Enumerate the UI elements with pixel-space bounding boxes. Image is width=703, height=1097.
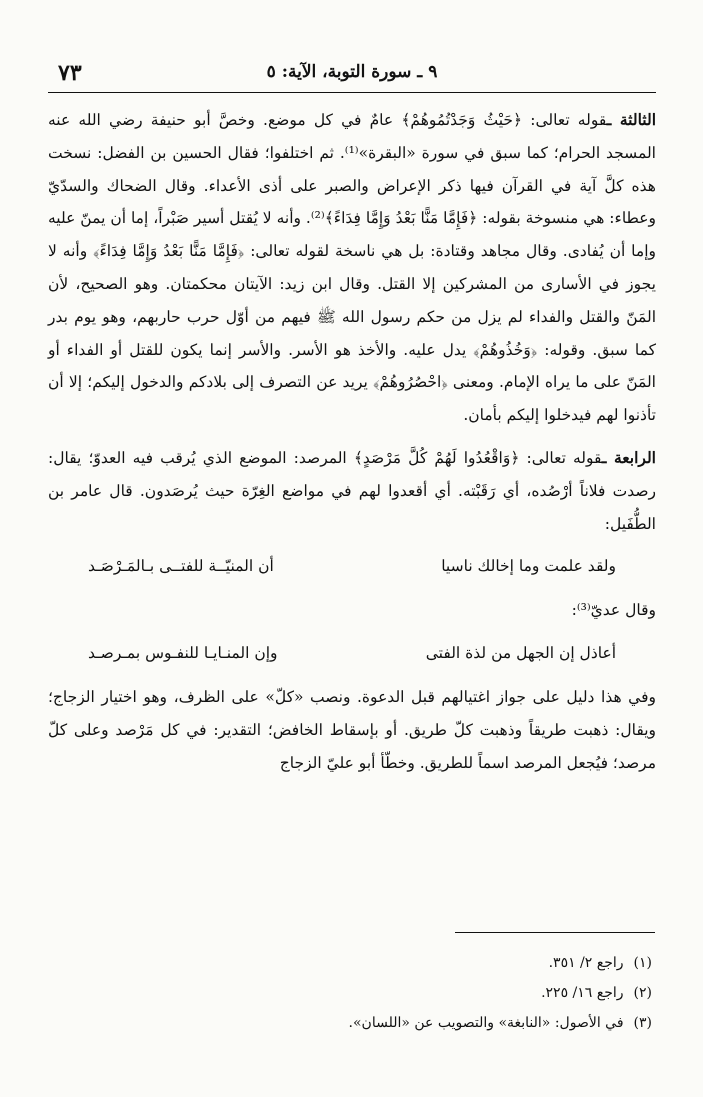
paragraph-lead: الرابعة ـ [601,447,656,467]
paragraph-text: قوله تعالى: ﴿حَيْثُ وَجَدْتُمُوهُمْ﴾ عامٌ في كل موضع. وخصَّ أبو حنيفة رضي الله عنه المسجد الحرام؛ كما سبق في سورة «البقرة»⁽¹⁾. ثم اختلفوا؛ فقال الحسين بن الفضل: نسخت هذه كلَّ آية في القرآن فيها ذكر الإعراض والصبر على أذى الأعداء. وقال الضحاك والسدّيّ وعطاء: هي منسوخة بقوله: ﴿فَإِمَّا مَنًّا بَعْدُ وَإِمَّا فِدَاءً﴾⁽²⁾. وأنه لا يُقتل أسير صَبْراً، إما أن يمنّ عليه وإما أن يُفادى. وقال مجاهد وقتادة: بل هي ناسخة لقوله تعالى: ﴿فَإِمَّا مَنًّا بَعْدُ وَإِمَّا فِدَاءً﴾ وأنه لا يجوز في الأسارى من المشركين إلا القتل. وقال ابن زيد: الآيتان محكمتان. وهو الصحيح، لأن المَنّ والقتل والفداء لم يزل من حكم رسول الله ﷺ فيهم من أوّل حرب حاربهم، وهو يوم بدر كما سبق. وقوله: ﴿وَخُذُوهُمْ﴾ يدل عليه. والأخذ هو الأسر. والأسر إنما يكون للقتل أو الفداء أو المَنّ على ما يراه الإمام. ومعنى ﴿احْصُرُوهُمْ﴾ يريد عن التصرف إلى بلادكم والدخول إليكم؛ إلا أن تأذنوا لهم فيدخلوا إليكم بأمان. [48,111,656,425]
footnote-text: في الأصول: «النابغة» والتصويب عن «اللسان». [348,1015,624,1031]
paragraph-third [48,104,656,432]
footnote-text: راجع ٢/ ٣٥١. [548,955,624,971]
main-text [48,104,656,780]
footnote-number: (٣) [633,1015,652,1031]
page-header [48,58,656,93]
page-number: ٧٣ [58,60,82,86]
paragraph-fourth [48,442,656,540]
verse-first-hemistich: ولقد علمت وما إخالك ناسيا [441,557,616,576]
paragraph-continuation: وفي هذا دليل على جواز اغتيالهم قبل الدعوة. ونصب «كلّ» على الظرف، وهو اختيار الزجاج؛ ويقال: ذهبت طريقاً وذهبت كلّ طريق. أو بإسقاط الخافض؛ التقدير: في كل مَرْصد وعلى كلّ مرصد؛ فيُجعل المرصد اسماً للطريق. وخطّأ أبو عليّ الزجاج [48,688,656,772]
paragraph-lead: الثالثة ـ [606,110,656,129]
running-title: ٩ ـ سورة التوبة، الآية: ٥ [266,62,438,82]
footnotes [48,948,656,1038]
verse-second-hemistich: وإن المنـايـا للنفـوس بمـرصـد [88,644,278,663]
footnote [48,978,656,1008]
footnote-separator [455,932,655,933]
paragraph-text: قوله تعالى: ﴿وَاقْعُدُوا لَهُمْ كُلَّ مَرْصَدٍ﴾ المرصد: الموضع الذي يُرقب فيه العدوّ؛ يقال: رصدت فلاناً أرْصُده، أي رَقَبْته. أي أقعدوا لهم في مواضع الغِرّة حيث يُرصَدون. قال عامر بن الطُّفَيل: [48,448,656,533]
footnote-number: (٢) [633,985,652,1001]
footnote-number: (١) [633,955,652,971]
footnote [48,948,656,978]
verse-first-hemistich: أعاذل إن الجهل من لذة الفتى [425,644,616,663]
poetry-verse [48,637,656,669]
verse-second-hemistich: أن المنيّــة للفتــى بـالمَـرْصَـد [88,557,274,576]
footnote [48,1008,656,1038]
verse-introduction: وقال عديّ⁽³⁾: [571,601,656,620]
footnote-text: راجع ١٦/ ٢٢٥. [541,985,624,1001]
poetry-verse [48,550,656,582]
